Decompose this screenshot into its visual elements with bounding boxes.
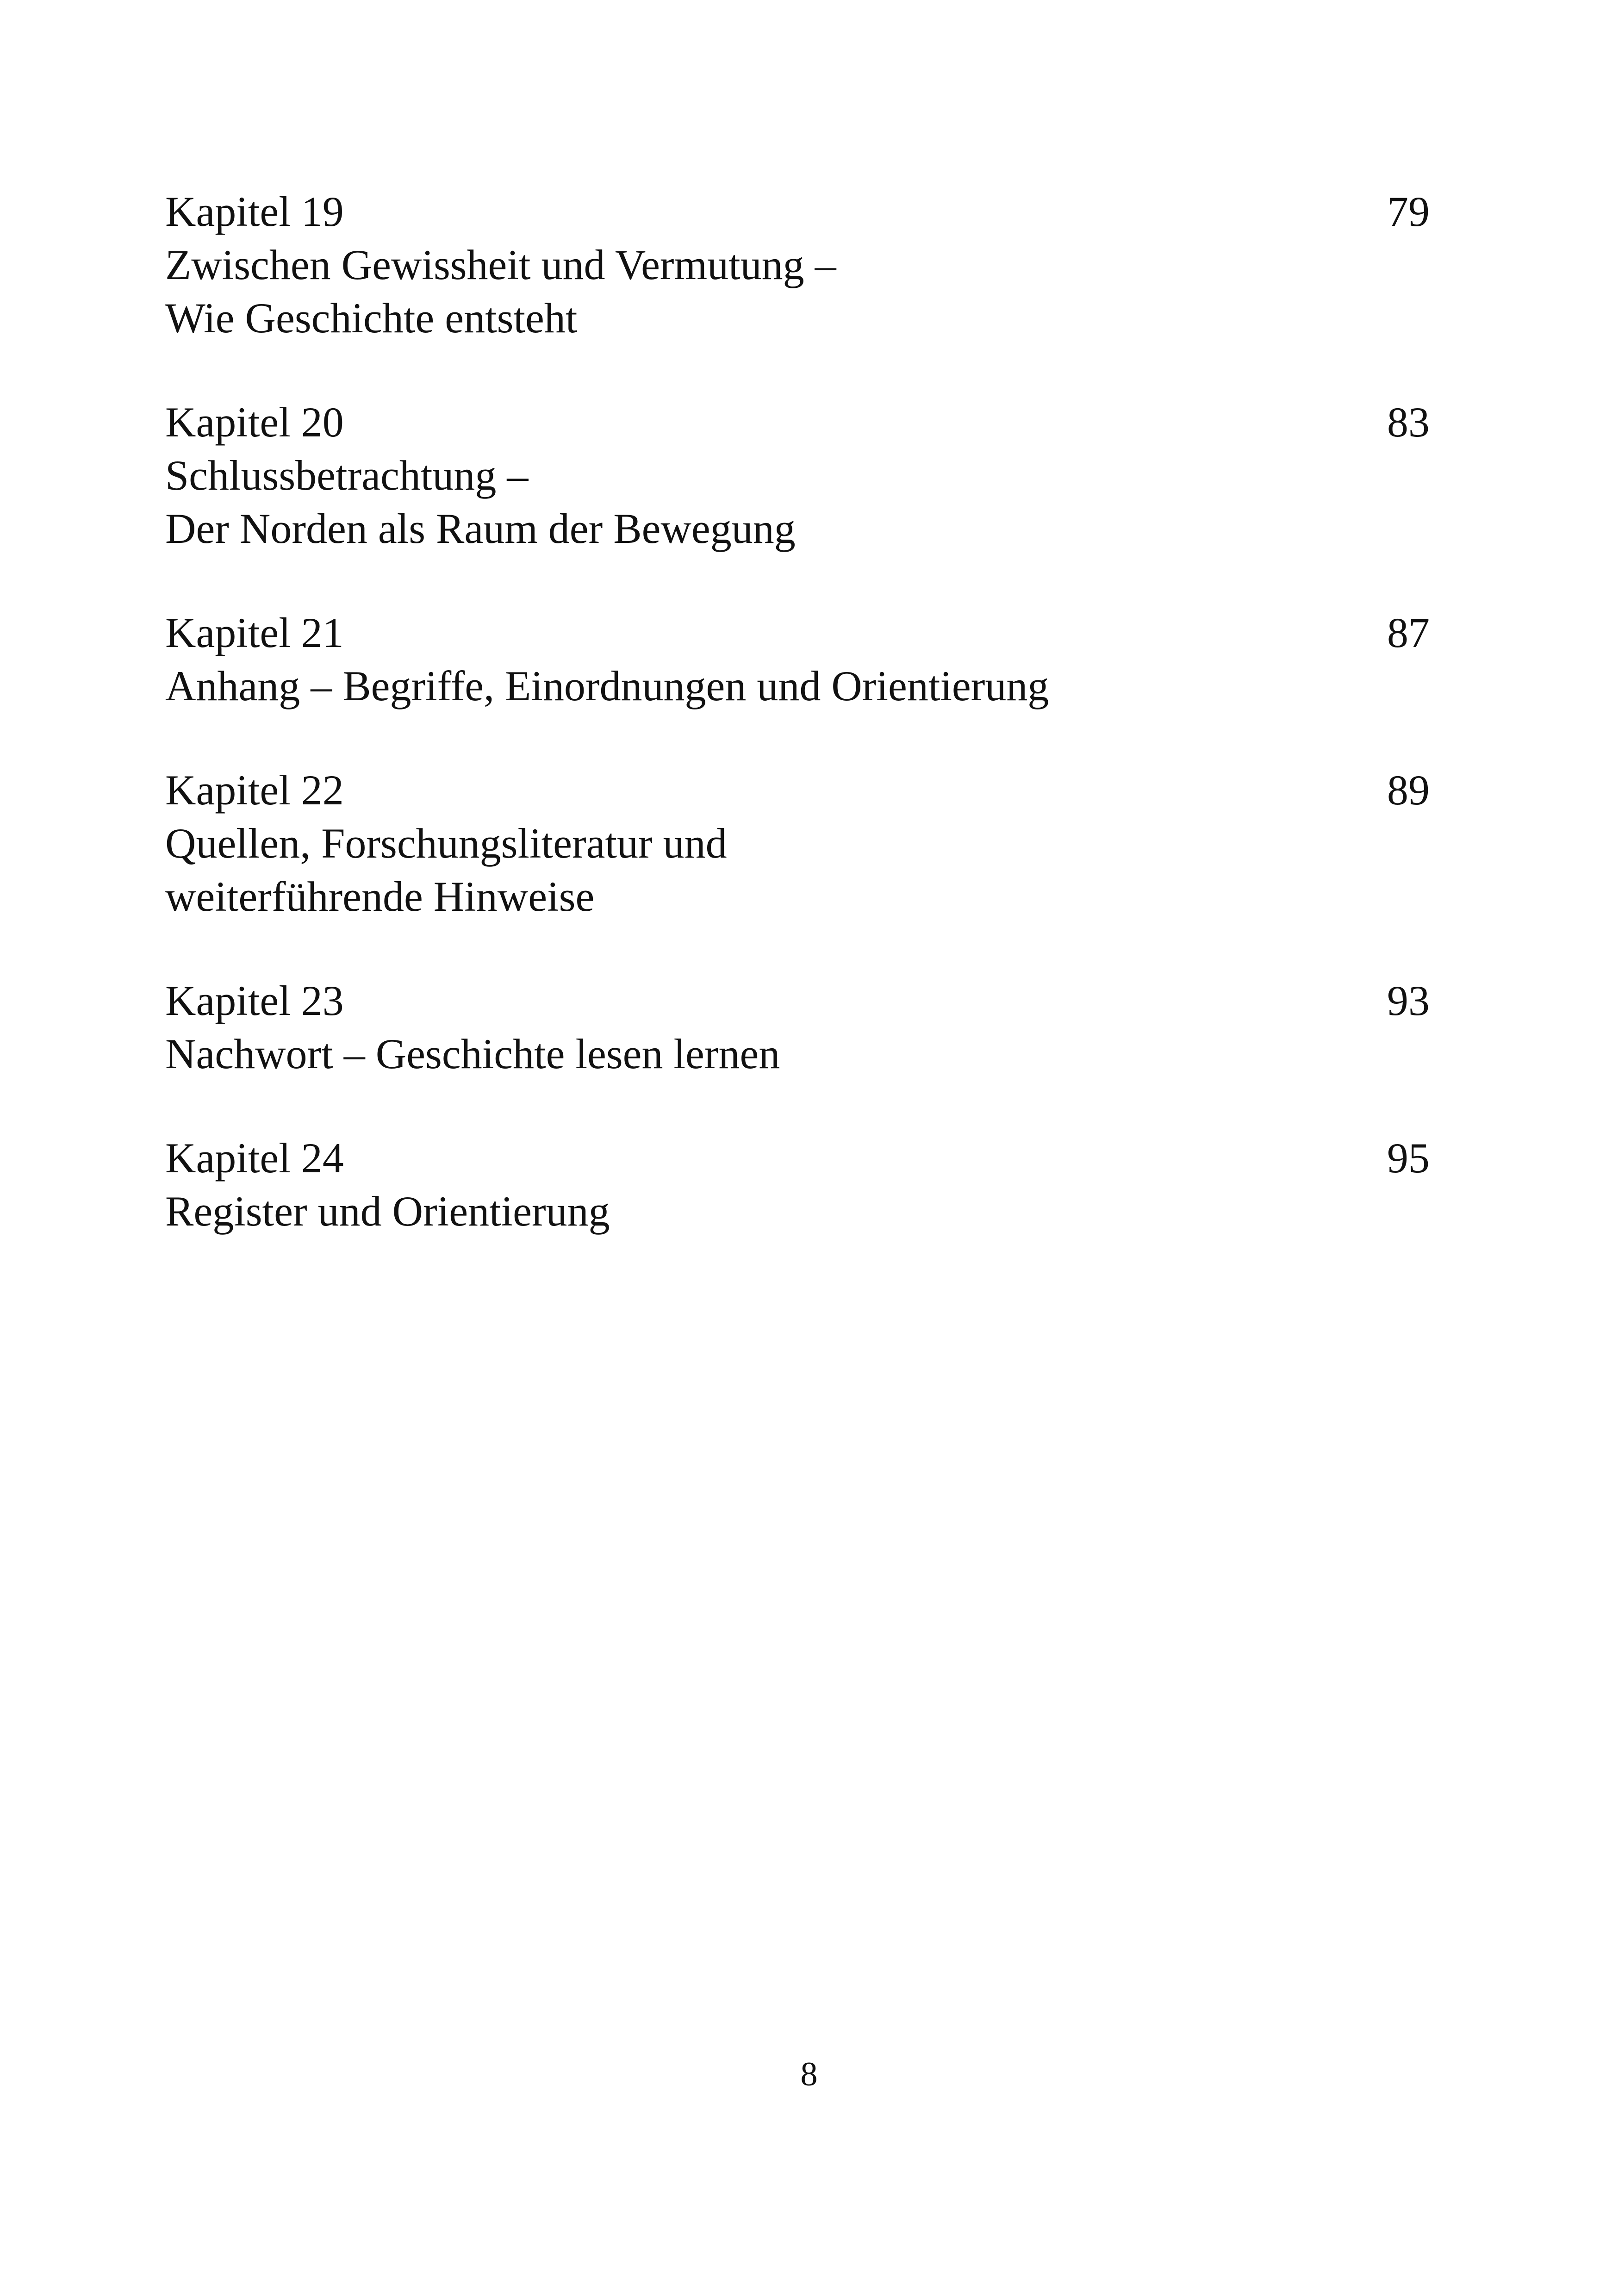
toc-entry-heading-row bbox=[165, 185, 1430, 238]
chapter-title-line: Anhang – Begriffe, Einordnungen und Orientierung bbox=[165, 662, 1049, 709]
toc-entry-heading-row bbox=[165, 396, 1430, 449]
page-number: 8 bbox=[800, 2055, 818, 2093]
page-reference: 83 bbox=[1387, 398, 1430, 446]
toc-entry-heading-row bbox=[165, 1132, 1430, 1185]
toc-entry-kapitel-22 bbox=[165, 764, 1430, 923]
chapter-label: Kapitel 19 bbox=[165, 188, 344, 235]
page-reference: 89 bbox=[1387, 766, 1430, 814]
chapter-title-line: weiterführende Hinweise bbox=[165, 873, 595, 920]
chapter-title-line: Wie Geschichte entsteht bbox=[165, 294, 578, 342]
toc-entry-kapitel-21 bbox=[165, 606, 1430, 713]
toc-entry-kapitel-24 bbox=[165, 1132, 1430, 1238]
page-reference: 93 bbox=[1387, 977, 1430, 1024]
chapter-title-line: Schlussbetrachtung – bbox=[165, 452, 529, 499]
toc-entry-heading-row bbox=[165, 606, 1430, 660]
page-reference: 87 bbox=[1387, 609, 1430, 656]
chapter-label: Kapitel 22 bbox=[165, 766, 344, 814]
toc-entry-heading-row bbox=[165, 974, 1430, 1027]
toc-entry-heading-row bbox=[165, 764, 1430, 817]
chapter-title-line: Quellen, Forschungsliteratur und bbox=[165, 820, 727, 867]
page-reference: 79 bbox=[1387, 188, 1430, 235]
toc-entry-kapitel-20 bbox=[165, 396, 1430, 555]
chapter-label: Kapitel 24 bbox=[165, 1134, 344, 1182]
chapter-label: Kapitel 23 bbox=[165, 977, 344, 1024]
toc-entry-kapitel-23 bbox=[165, 974, 1430, 1081]
chapter-label: Kapitel 20 bbox=[165, 398, 344, 446]
chapter-label: Kapitel 21 bbox=[165, 609, 344, 656]
chapter-title-line: Zwischen Gewissheit und Vermutung – bbox=[165, 241, 836, 288]
page-reference: 95 bbox=[1387, 1134, 1430, 1182]
chapter-title-line: Der Norden als Raum der Bewegung bbox=[165, 505, 796, 552]
chapter-title-line: Register und Orientierung bbox=[165, 1188, 610, 1235]
toc-entry-kapitel-19 bbox=[165, 185, 1430, 345]
chapter-title-line: Nachwort – Geschichte lesen lernen bbox=[165, 1030, 780, 1077]
